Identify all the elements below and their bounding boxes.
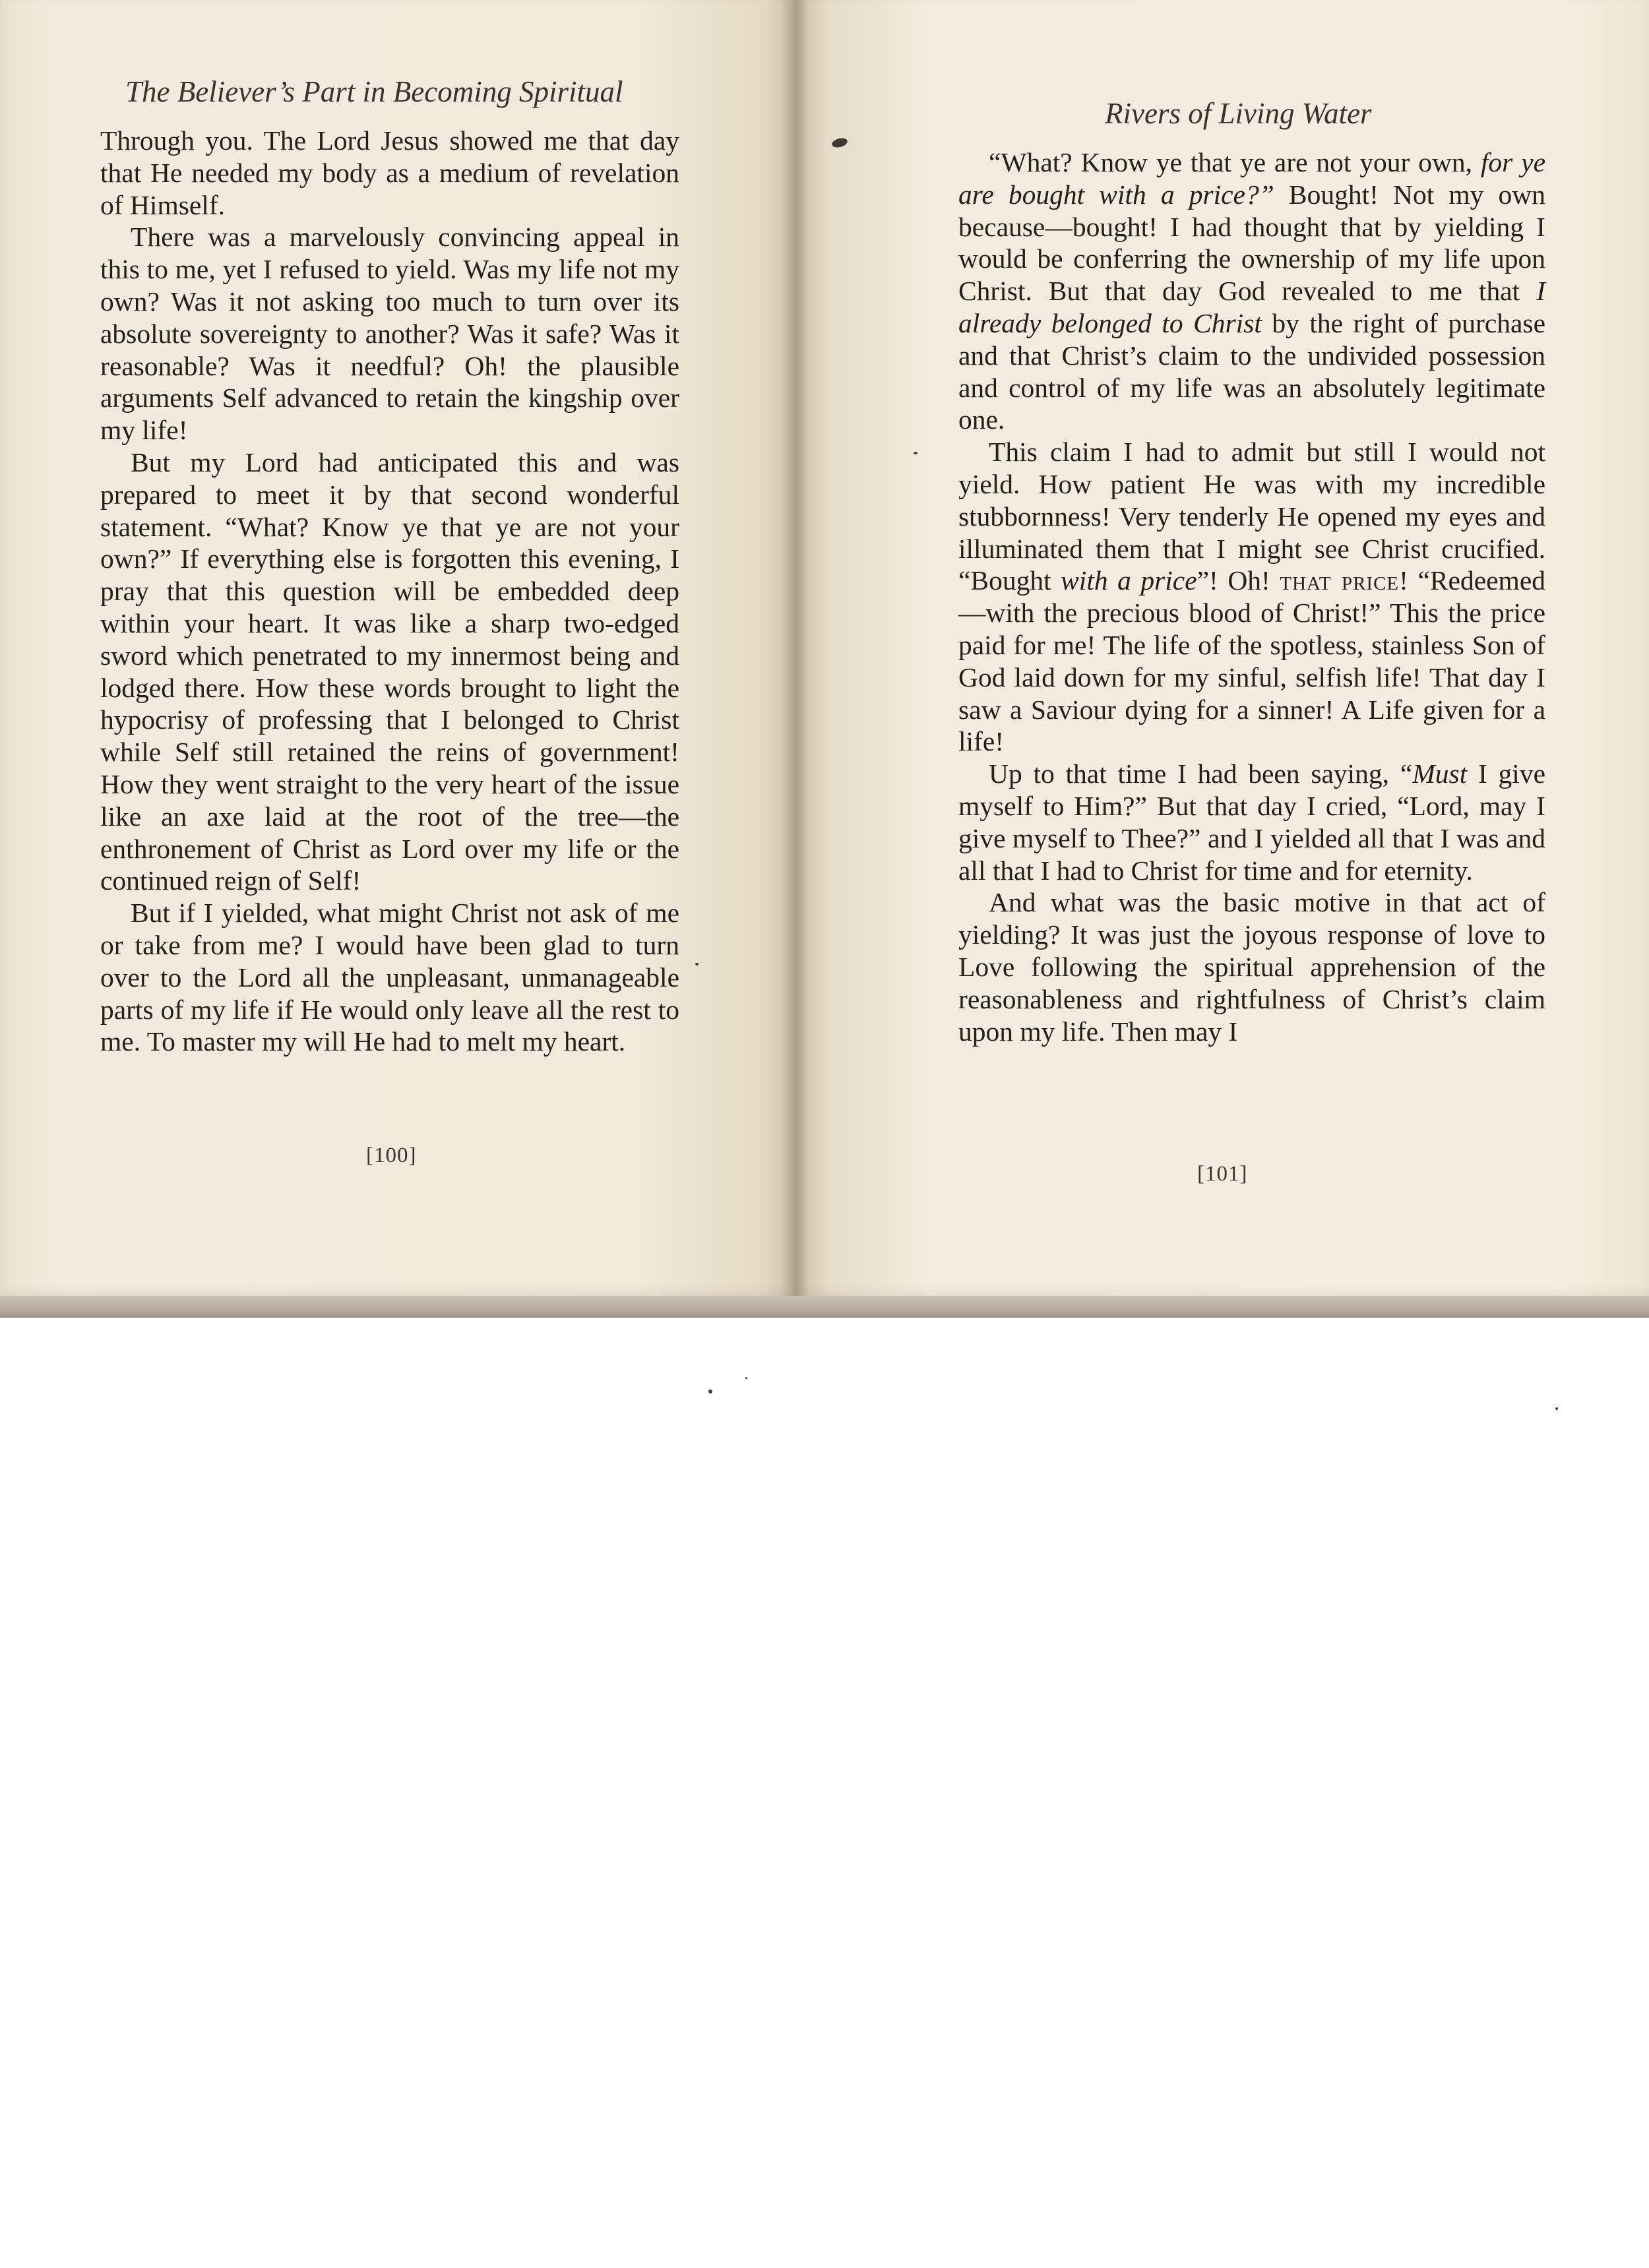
right-paragraph-2: This claim I had to admit but still I would not yield. How patient He was with my incredible stubbornness! Very tenderly He opened my eyes and illuminated them that I might see Christ crucified. “Bought with a price”! Oh! that price! “Redeemed—with the precious blood of Christ!” This the price paid for me! The life of the spotless, stainless Son of God laid down for my sinful, selfish life! That day I saw a Saviour dying for a sinner! A Life given for a life! [958, 437, 1546, 757]
right-paragraph-1: “What? Know ye that ye are not your own, for ye are bought with a price?” Bought! Not my own because—bought! I had thought that by yielding I would be conferring the ownership of my life upon Christ. But that day God revealed to me that I already belonged to Christ by the right of purchase and that Christ’s claim to the undivided possession and control of my life was an absolutely legitimate one. [958, 147, 1545, 435]
book-gutter [780, 0, 809, 1303]
ink-blot [831, 137, 849, 149]
right-page [795, 0, 1649, 1296]
left-paragraph-1: Through you. The Lord Jesus showed me that day that He needed my body as a medium of revelation of Himself. [100, 125, 679, 220]
right-paragraph-4: And what was the basic motive in that act of yielding? It was just the joyous response of love to Love following the spiritual apprehension of the reasonableness and rightfulness of Christ’s claim upon my life. Then may I [958, 887, 1545, 1047]
left-paragraph-2: There was a marvelously convincing appeal in this to me, yet I refused to yield. Was my life not my own? Was it not asking too much to turn over its absolute sovereignty to another? Was it safe? Was it reasonable? Was it needful? Oh! the plausible arguments Self advanced to retain the kingship over my life! [100, 222, 679, 446]
left-page-text [100, 125, 679, 1058]
scanner-speck [745, 1377, 747, 1379]
left-page [0, 0, 795, 1296]
scanner-speck [708, 1390, 712, 1394]
right-running-head: Rivers of Living Water [1105, 97, 1372, 130]
left-page-number: [100] [366, 1144, 417, 1167]
book-bottom-edge [0, 1296, 1649, 1318]
scanner-speck [1555, 1407, 1558, 1410]
right-page-text [958, 146, 1545, 1047]
left-running-head: The Believer’s Part in Becoming Spiritual [125, 75, 623, 108]
margin-speck [914, 452, 918, 454]
left-paragraph-4: But if I yielded, what might Christ not ask of me or take from me? I would have been glad to turn over to the Lord all the unpleasant, unmanageable parts of my life if He would only leave all the rest to me. To master my will He had to melt my heart. [100, 898, 679, 1057]
left-paragraph-3: But my Lord had anticipated this and was prepared to meet it by that second wonderful statement. “What? Know ye that ye are not your own?” If everything else is forgotten this evening, I pray that this question will be embedded deep within your heart. It was like a sharp two-edged sword which penetrated to my innermost being and lodged there. How these words brought to light the hypocrisy of professing that I belonged to Christ while Self still retained the reins of government! How they went straight to the very heart of the issue like an axe laid at the root of the tree—the enthronement of Christ as Lord over my life or the continued reign of Self! [100, 446, 679, 896]
right-page-number: [101] [1197, 1162, 1248, 1186]
margin-speck [695, 963, 699, 965]
right-paragraph-3: Up to that time I had been saying, “Must I give myself to Him?” But that day I cried, “Lord, may I give myself to Thee?” and I yielded all that I was and all that I had to Christ for time and for eternity. [958, 758, 1545, 886]
